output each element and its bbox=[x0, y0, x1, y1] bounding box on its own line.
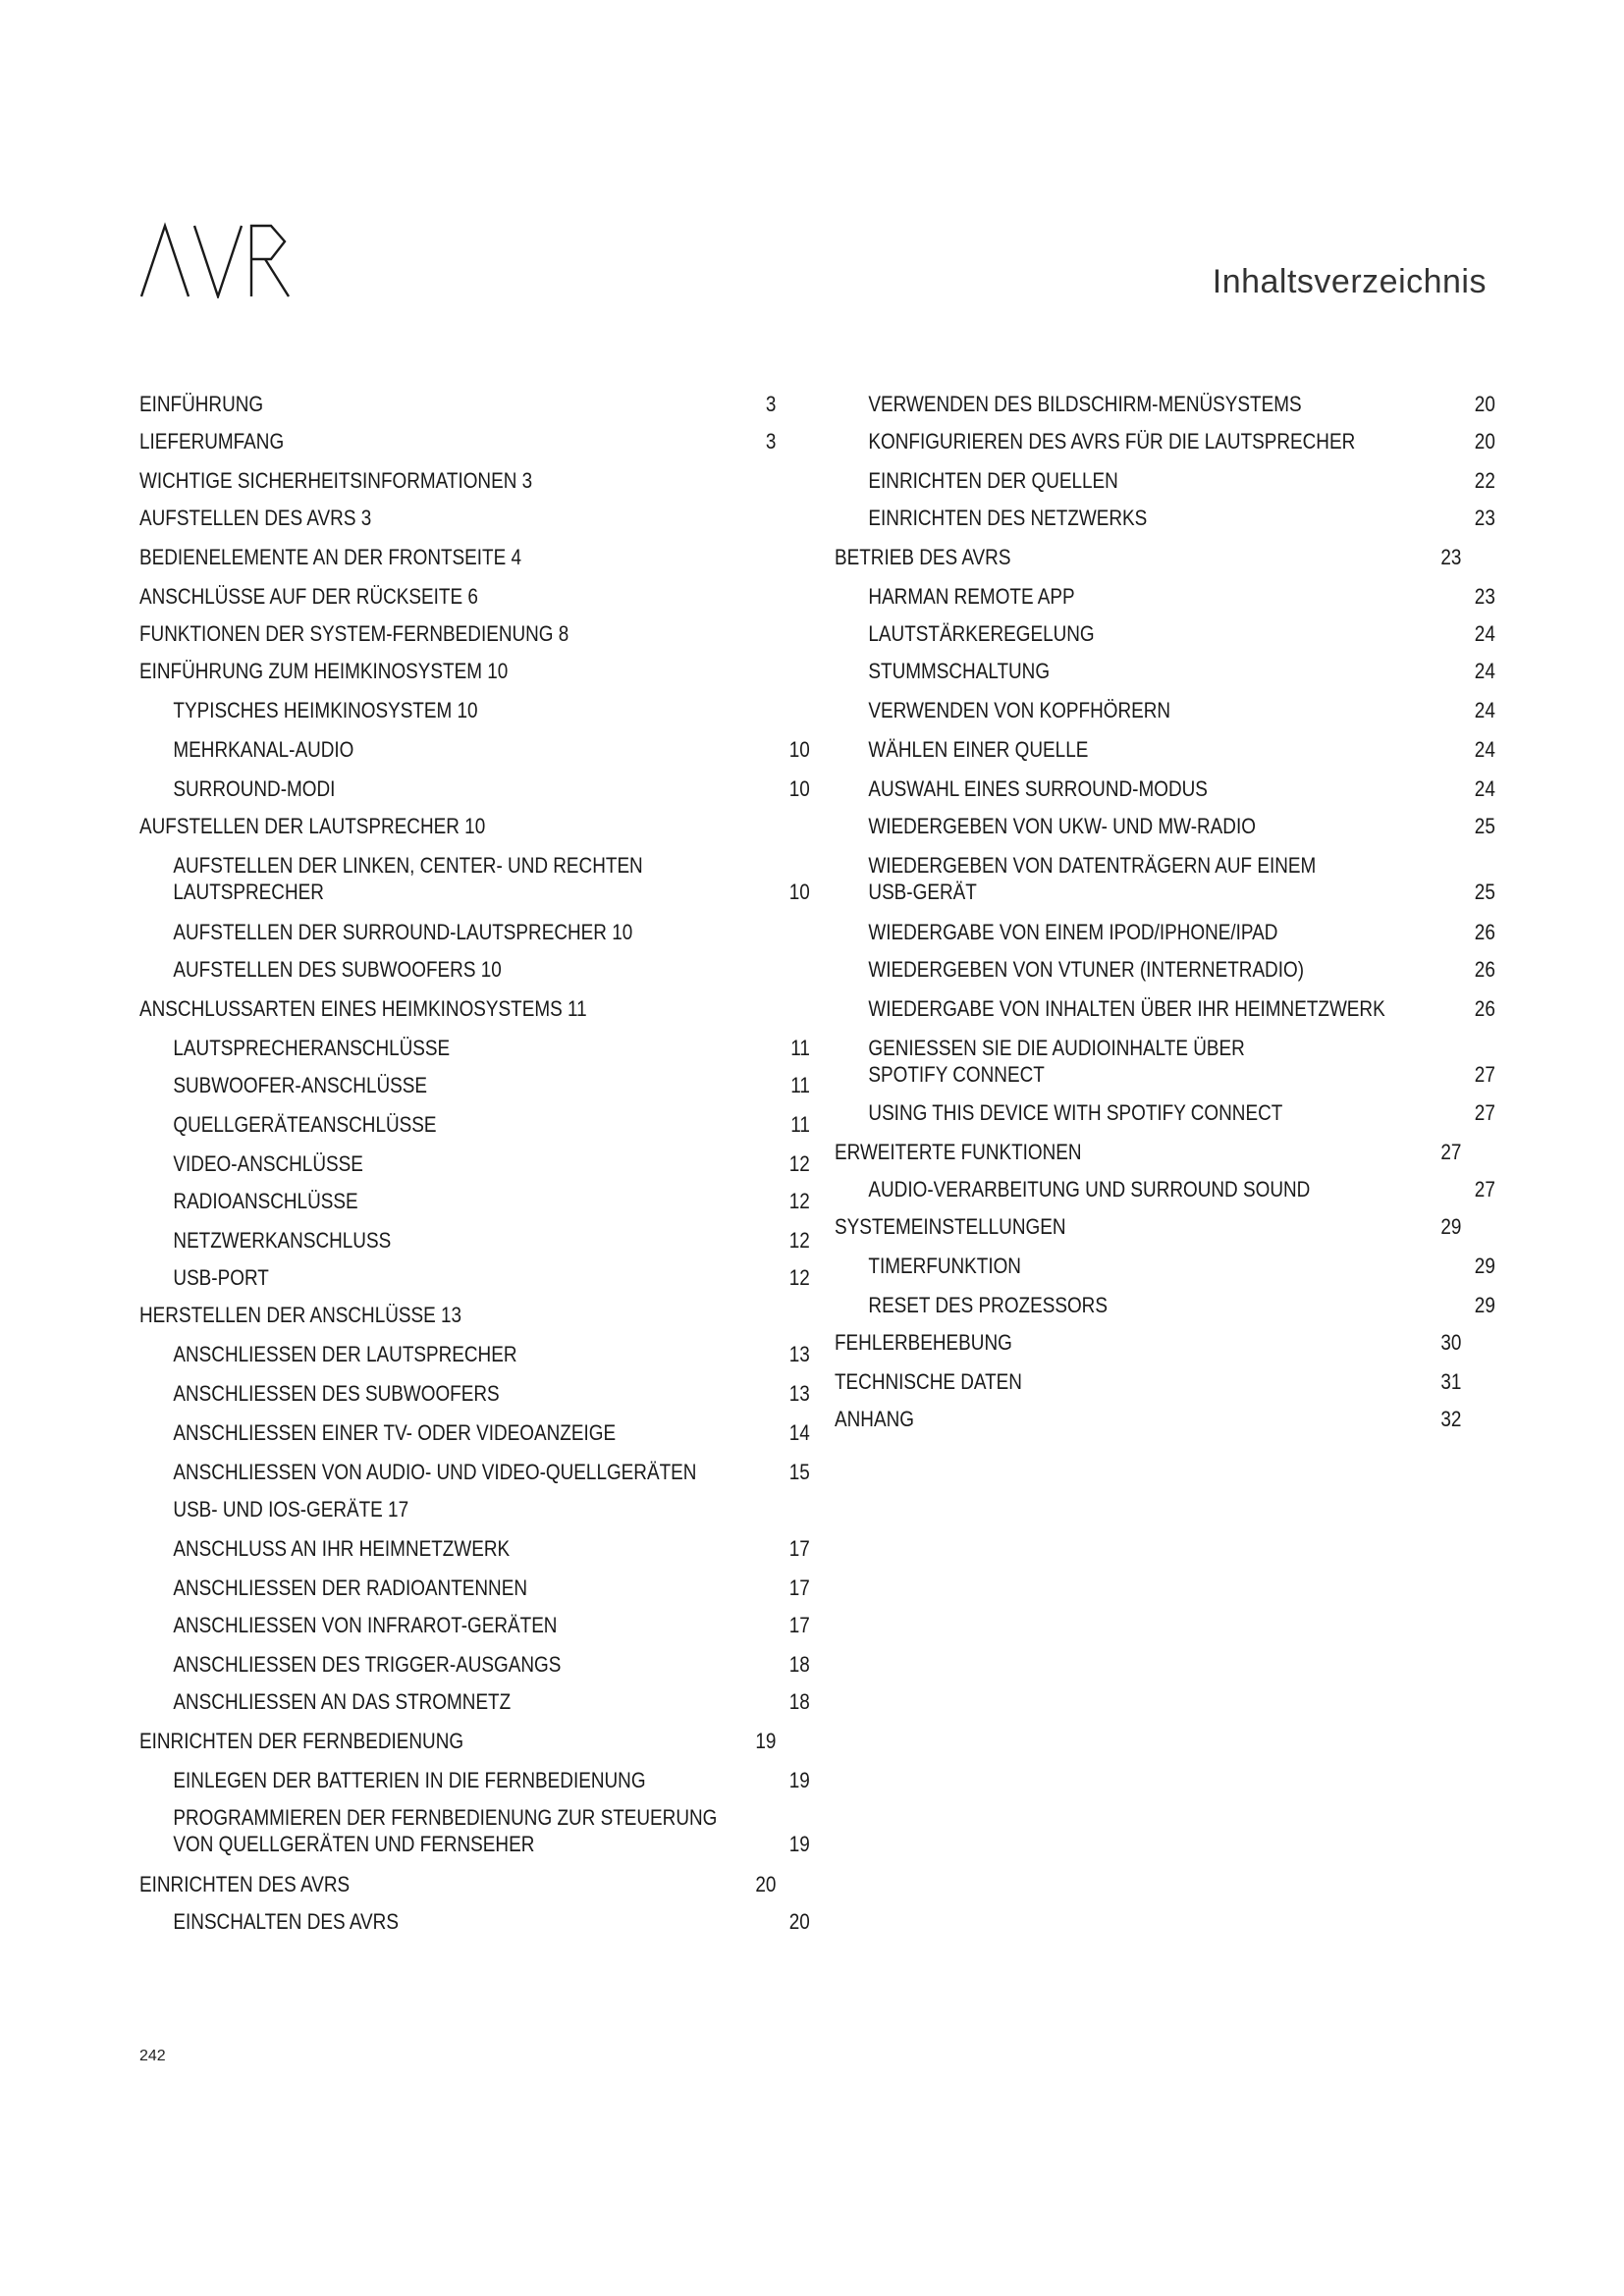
toc-entry[interactable] bbox=[139, 995, 776, 1022]
toc-entry[interactable] bbox=[139, 956, 810, 983]
toc-entry-page: 26 bbox=[1474, 920, 1495, 944]
toc-entry-page: 19 bbox=[788, 1832, 810, 1856]
toc-entry-page: 12 bbox=[788, 1151, 810, 1176]
toc-entry-label: AUFSTELLEN DER SURROUND-LAUTSPRECHER 10 bbox=[173, 920, 633, 944]
toc-entry-label: TYPISCHES HEIMKINOSYSTEM 10 bbox=[173, 698, 478, 722]
toc-entry[interactable] bbox=[835, 1368, 1461, 1395]
toc-entry[interactable] bbox=[835, 919, 1495, 945]
toc-entry-page: 27 bbox=[1474, 1100, 1495, 1125]
toc-entry-label: WIEDERGABE VON EINEM IPOD/IPHONE/IPAD bbox=[868, 920, 1278, 944]
toc-entry-label: LIEFERUMFANG bbox=[139, 429, 285, 454]
toc-entry-label: QUELLGERÄTEANSCHLÜSSE bbox=[173, 1112, 437, 1137]
toc-entry-page: 24 bbox=[1474, 659, 1495, 683]
toc-entry[interactable] bbox=[139, 391, 776, 417]
toc-entry-label: SURROUND-MODI bbox=[173, 776, 336, 801]
toc-entry-label: FUNKTIONEN DER SYSTEM-FERNBEDIENUNG 8 bbox=[139, 621, 569, 646]
toc-entry-label: ANSCHLIESSEN DER RADIOANTENNEN bbox=[173, 1575, 528, 1600]
toc-entry[interactable] bbox=[139, 467, 776, 494]
toc-entry-label: EINRICHTEN DER FERNBEDIENUNG bbox=[139, 1729, 464, 1753]
toc-entry-page: 17 bbox=[788, 1613, 810, 1637]
toc-entry-label: WIEDERGABE VON INHALTEN ÜBER IHR HEIMNETZWERK bbox=[868, 996, 1385, 1021]
toc-entry[interactable] bbox=[139, 1496, 810, 1522]
toc-entry-page: 27 bbox=[1474, 1062, 1495, 1087]
toc-entry-label: EINRICHTEN DES AVRS bbox=[139, 1872, 351, 1896]
toc-entry[interactable] bbox=[835, 775, 1495, 802]
toc-entry-label: WIEDERGEBEN VON UKW- UND MW-RADIO bbox=[868, 814, 1256, 838]
toc-entry[interactable] bbox=[139, 1035, 810, 1061]
toc-entry-page: 20 bbox=[788, 1909, 810, 1934]
toc-entry[interactable] bbox=[139, 1227, 810, 1254]
toc-entry-label: TECHNISCHE DATEN bbox=[835, 1369, 1022, 1394]
toc-entry-label: USB-PORT bbox=[173, 1265, 269, 1290]
toc-entry[interactable] bbox=[835, 658, 1495, 684]
toc-entry-page: 22 bbox=[1474, 468, 1495, 493]
toc-entry-label: EINRICHTEN DES NETZWERKS bbox=[868, 506, 1148, 530]
toc-entry[interactable] bbox=[139, 1302, 776, 1328]
toc-entry-label: WIEDERGEBEN VON DATENTRÄGERN AUF EINEM USB-GERÄT bbox=[868, 853, 1317, 904]
toc-entry-label: BEDIENELEMENTE AN DER FRONTSEITE 4 bbox=[139, 545, 521, 569]
toc-entry-label: RESET DES PROZESSORS bbox=[868, 1293, 1108, 1317]
toc-entry-page: 19 bbox=[788, 1768, 810, 1792]
toc-entry-label: AUSWAHL EINES SURROUND-MODUS bbox=[868, 776, 1208, 801]
toc-entry[interactable] bbox=[835, 544, 1461, 570]
toc-entry-label: USING THIS DEVICE WITH SPOTIFY CONNECT bbox=[868, 1100, 1283, 1125]
toc-entry-page: 24 bbox=[1474, 698, 1495, 722]
toc-entry-label: RADIOANSCHLÜSSE bbox=[173, 1189, 358, 1213]
toc-entry-page: 27 bbox=[1440, 1140, 1462, 1164]
toc-entry-page: 20 bbox=[1474, 392, 1495, 416]
toc-entry[interactable] bbox=[139, 1908, 810, 1935]
toc-entry-label: STUMMSCHALTUNG bbox=[868, 659, 1051, 683]
toc-entry[interactable] bbox=[139, 1728, 776, 1754]
toc-entry[interactable] bbox=[835, 1035, 1495, 1088]
toc-entry-label: AUDIO-VERARBEITUNG UND SURROUND SOUND bbox=[868, 1177, 1311, 1201]
toc-entry-label: AUFSTELLEN DES AVRS 3 bbox=[139, 506, 372, 530]
toc-entry-page: 14 bbox=[788, 1420, 810, 1445]
toc-entry-label: EINFÜHRUNG ZUM HEIMKINOSYSTEM 10 bbox=[139, 659, 509, 683]
toc-entry-page: 27 bbox=[1474, 1177, 1495, 1201]
toc-entry-page: 3 bbox=[765, 392, 777, 416]
toc-entry-label: ANSCHLIESSEN DES SUBWOOFERS bbox=[173, 1381, 500, 1406]
toc-entry-page: 13 bbox=[788, 1381, 810, 1406]
toc-entry[interactable] bbox=[139, 1804, 810, 1857]
toc-entry-page: 19 bbox=[755, 1729, 777, 1753]
toc-entry[interactable] bbox=[835, 505, 1495, 531]
toc-entry-label: EINRICHTEN DER QUELLEN bbox=[868, 468, 1118, 493]
toc-entry-page: 13 bbox=[788, 1342, 810, 1366]
toc-entry[interactable] bbox=[139, 544, 776, 570]
toc-entry-page: 29 bbox=[1474, 1293, 1495, 1317]
page-number: 242 bbox=[139, 2048, 166, 2064]
toc-entry-page: 25 bbox=[1474, 814, 1495, 838]
toc-entry-label: VERWENDEN DES BILDSCHIRM-MENÜSYSTEMS bbox=[868, 392, 1302, 416]
toc-entry[interactable] bbox=[139, 852, 810, 905]
toc-entry-label: HARMAN REMOTE APP bbox=[868, 584, 1075, 609]
toc-entry[interactable] bbox=[139, 919, 810, 945]
toc-entry-label: ANSCHLIESSEN DER LAUTSPRECHER bbox=[173, 1342, 517, 1366]
toc-entry-page: 12 bbox=[788, 1265, 810, 1290]
toc-entry[interactable] bbox=[139, 736, 810, 763]
toc-entry-page: 24 bbox=[1474, 621, 1495, 646]
toc-entry[interactable] bbox=[139, 1264, 810, 1291]
toc-entry-label: VIDEO-ANSCHLÜSSE bbox=[173, 1151, 363, 1176]
toc-entry-label: KONFIGURIEREN DES AVRS FÜR DIE LAUTSPRECHER bbox=[868, 429, 1356, 454]
toc-entry-label: NETZWERKANSCHLUSS bbox=[173, 1228, 392, 1253]
toc-entry-page: 31 bbox=[1440, 1369, 1462, 1394]
toc-entry[interactable] bbox=[139, 658, 776, 684]
toc-entry-label: LAUTSPRECHERANSCHLÜSSE bbox=[173, 1036, 451, 1060]
toc-entry-page: 12 bbox=[788, 1189, 810, 1213]
toc-entry[interactable] bbox=[835, 852, 1495, 905]
toc-entry[interactable] bbox=[835, 1099, 1495, 1126]
toc-entry-label: SUBWOOFER-ANSCHLÜSSE bbox=[173, 1073, 428, 1097]
toc-entry-label: VERWENDEN VON KOPFHÖRERN bbox=[868, 698, 1171, 722]
toc-entry-page: 10 bbox=[788, 880, 810, 904]
toc-entry[interactable] bbox=[835, 620, 1495, 647]
toc-entry-page: 29 bbox=[1474, 1254, 1495, 1278]
toc-entry[interactable] bbox=[835, 1329, 1461, 1356]
toc-entry-page: 25 bbox=[1474, 880, 1495, 904]
toc-entry[interactable] bbox=[835, 467, 1495, 494]
toc-entry-page: 24 bbox=[1474, 776, 1495, 801]
toc-entry-label: ANSCHLUSS AN IHR HEIMNETZWERK bbox=[173, 1536, 511, 1561]
toc-entry-label: ANSCHLIESSEN VON AUDIO- UND VIDEO-QUELLGERÄTEN bbox=[173, 1460, 697, 1484]
toc-entry-label: WÄHLEN EINER QUELLE bbox=[868, 737, 1089, 762]
toc-entry[interactable] bbox=[139, 1651, 810, 1678]
toc-entry-label: FEHLERBEHEBUNG bbox=[835, 1330, 1012, 1355]
toc-entry-label: ANSCHLIESSEN DES TRIGGER-AUSGANGS bbox=[173, 1652, 562, 1677]
toc-entry[interactable] bbox=[139, 428, 776, 454]
toc-entry[interactable] bbox=[835, 428, 1495, 454]
toc-entry-label: ANSCHLIESSEN VON INFRAROT-GERÄTEN bbox=[173, 1613, 558, 1637]
toc-entry[interactable] bbox=[835, 995, 1495, 1022]
toc-entry-page: 12 bbox=[788, 1228, 810, 1253]
toc-entry-label: ANSCHLIESSEN EINER TV- ODER VIDEOANZEIGE bbox=[173, 1420, 617, 1445]
toc-entry-label: PROGRAMMIEREN DER FERNBEDIENUNG ZUR STEUERUNG VON QUELLGERÄTEN UND FERNSEHER bbox=[173, 1805, 718, 1856]
toc-entry-page: 18 bbox=[788, 1652, 810, 1677]
toc-entry[interactable] bbox=[835, 391, 1495, 417]
toc-entry[interactable] bbox=[139, 1341, 810, 1367]
toc-entry-page: 17 bbox=[788, 1575, 810, 1600]
toc-entry-label: BETRIEB DES AVRS bbox=[835, 545, 1011, 569]
toc-entry[interactable] bbox=[139, 1535, 810, 1562]
toc-entry[interactable] bbox=[139, 1380, 810, 1407]
toc-entry-page: 20 bbox=[1474, 429, 1495, 454]
toc-entry[interactable] bbox=[139, 1767, 810, 1793]
toc-entry-label: USB- UND IOS-GERÄTE 17 bbox=[173, 1497, 409, 1522]
toc-entry-label: EINLEGEN DER BATTERIEN IN DIE FERNBEDIENUNG bbox=[173, 1768, 646, 1792]
avr-logo bbox=[137, 222, 295, 298]
toc-entry-label: MEHRKANAL-AUDIO bbox=[173, 737, 354, 762]
toc-entry[interactable] bbox=[139, 1459, 810, 1485]
toc-entry-page: 17 bbox=[788, 1536, 810, 1561]
toc-entry-page: 10 bbox=[788, 737, 810, 762]
toc-entry-label: EINFÜHRUNG bbox=[139, 392, 264, 416]
toc-entry-label: SYSTEMEINSTELLUNGEN bbox=[835, 1214, 1066, 1239]
toc-entry[interactable] bbox=[139, 1188, 810, 1214]
toc-entry-label: ANHANG bbox=[835, 1407, 914, 1431]
toc-entry-page: 11 bbox=[790, 1036, 810, 1060]
toc-entry[interactable] bbox=[139, 1111, 810, 1138]
toc-entry-label: WICHTIGE SICHERHEITSINFORMATIONEN 3 bbox=[139, 468, 533, 493]
toc-entry-page: 15 bbox=[788, 1460, 810, 1484]
toc-entry[interactable] bbox=[835, 1253, 1495, 1279]
toc-entry-page: 3 bbox=[765, 429, 777, 454]
toc-entry[interactable] bbox=[835, 1176, 1495, 1202]
toc-entry-page: 11 bbox=[790, 1073, 810, 1097]
toc-entry-page: 23 bbox=[1474, 584, 1495, 609]
toc-entry[interactable] bbox=[139, 505, 776, 531]
toc-entry-page: 26 bbox=[1474, 996, 1495, 1021]
toc-entry[interactable] bbox=[835, 583, 1495, 610]
toc-entry[interactable] bbox=[139, 1612, 810, 1638]
toc-entry-page: 26 bbox=[1474, 957, 1495, 982]
toc-entry[interactable] bbox=[139, 620, 776, 647]
toc-entry[interactable] bbox=[139, 697, 810, 723]
toc-entry[interactable] bbox=[835, 697, 1495, 723]
toc-entry-label: AUFSTELLEN DER LAUTSPRECHER 10 bbox=[139, 814, 486, 838]
toc-entry[interactable] bbox=[139, 1150, 810, 1177]
toc-entry[interactable] bbox=[139, 1072, 810, 1098]
toc-entry[interactable] bbox=[835, 1213, 1461, 1240]
toc-entry-page: 24 bbox=[1474, 737, 1495, 762]
toc-entry-page: 23 bbox=[1474, 506, 1495, 530]
toc-entry[interactable] bbox=[835, 1292, 1495, 1318]
toc-entry-label: AUFSTELLEN DER LINKEN, CENTER- UND RECHTEN LAUTSPRECHER bbox=[173, 853, 643, 904]
toc-entry-label: LAUTSTÄRKEREGELUNG bbox=[868, 621, 1095, 646]
toc-entry[interactable] bbox=[139, 583, 776, 610]
toc-entry-label: TIMERFUNKTION bbox=[868, 1254, 1021, 1278]
toc-entry-label: ANSCHLIESSEN AN DAS STROMNETZ bbox=[173, 1689, 512, 1714]
toc-entry-label: GENIESSEN SIE DIE AUDIOINHALTE ÜBER SPOTIFY CONNECT bbox=[868, 1036, 1245, 1087]
toc-entry-label: ANSCHLUSSARTEN EINES HEIMKINOSYSTEMS 11 bbox=[139, 996, 587, 1021]
toc-entry-page: 20 bbox=[755, 1872, 777, 1896]
toc-entry-page: 30 bbox=[1440, 1330, 1462, 1355]
toc-entry-page: 32 bbox=[1440, 1407, 1462, 1431]
toc-entry-label: WIEDERGEBEN VON VTUNER (INTERNETRADIO) bbox=[868, 957, 1304, 982]
toc-entry[interactable] bbox=[835, 1406, 1461, 1432]
toc-entry-label: AUFSTELLEN DES SUBWOOFERS 10 bbox=[173, 957, 502, 982]
toc-entry-label: HERSTELLEN DER ANSCHLÜSSE 13 bbox=[139, 1303, 462, 1327]
toc-entry-page: 29 bbox=[1440, 1214, 1462, 1239]
section-title: Inhaltsverzeichnis bbox=[1212, 263, 1487, 300]
toc-entry[interactable] bbox=[139, 1419, 810, 1446]
toc-entry-label: EINSCHALTEN DES AVRS bbox=[173, 1909, 399, 1934]
toc-entry[interactable] bbox=[835, 736, 1495, 763]
toc-entry-page: 10 bbox=[788, 776, 810, 801]
toc-entry[interactable] bbox=[835, 813, 1495, 839]
toc-entry[interactable] bbox=[139, 1575, 810, 1601]
toc-entry-label: ERWEITERTE FUNKTIONEN bbox=[835, 1140, 1082, 1164]
toc-entry[interactable] bbox=[139, 775, 810, 802]
toc-entry[interactable] bbox=[139, 1688, 810, 1715]
toc-entry-page: 11 bbox=[790, 1112, 810, 1137]
toc-entry-label: ANSCHLÜSSE AUF DER RÜCKSEITE 6 bbox=[139, 584, 478, 609]
toc-entry[interactable] bbox=[835, 956, 1495, 983]
toc-entry[interactable] bbox=[139, 1871, 776, 1897]
toc-entry-page: 23 bbox=[1440, 545, 1462, 569]
toc-entry[interactable] bbox=[139, 813, 776, 839]
toc-entry[interactable] bbox=[835, 1139, 1461, 1165]
toc-entry-page: 18 bbox=[788, 1689, 810, 1714]
